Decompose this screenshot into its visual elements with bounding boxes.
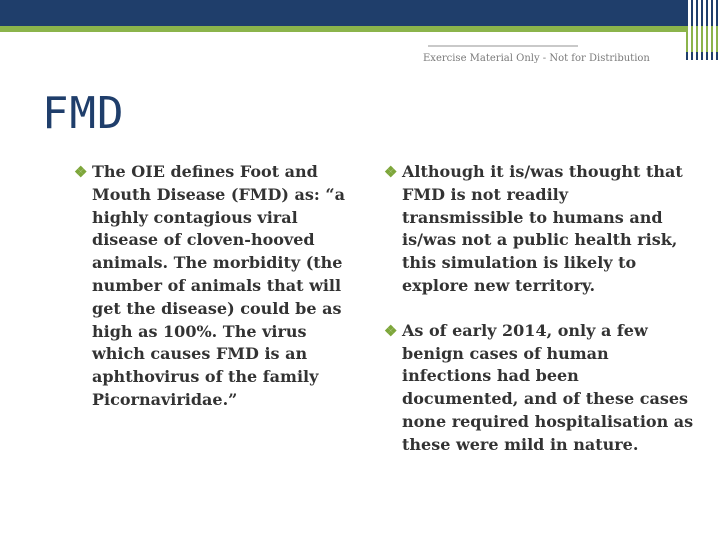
- slide-title: FMD: [42, 88, 125, 139]
- diamond-bullet-icon: ❖: [384, 163, 398, 181]
- banner-stripes-accent: [686, 26, 720, 52]
- distribution-notice: Exercise Material Only - Not for Distribution: [423, 53, 650, 64]
- right-column: [384, 161, 694, 457]
- bullet-item: [74, 161, 364, 412]
- bullet-item: [384, 161, 694, 298]
- bullet-text: The OIE defines Foot and Mouth Disease (FMD) as: “a highly contagious viral disease of cloven-hooved animals. The morbidity (the number of animals that will get the disease) could be as high as 100%. The virus which causes FMD is an aphthovirus of the family Picornaviridae.”: [92, 162, 345, 409]
- bullet-text: As of early 2014, only a few benign cases of human infections had been documented, and of these cases none required hospitalisation as these were mild in nature.: [402, 320, 694, 454]
- bullet-item: [384, 320, 694, 457]
- left-column: [74, 161, 364, 412]
- bullet-text: Although it is/was thought that FMD is not readily transmissible to humans and is/was not a public health risk, this simulation is likely to explore new territory.: [402, 162, 683, 295]
- top-banner-accent: [0, 26, 690, 32]
- diamond-bullet-icon: ❖: [384, 321, 398, 340]
- top-banner: [0, 0, 718, 26]
- diamond-bullet-icon: ❖: [74, 163, 88, 181]
- header-rule: [428, 45, 578, 47]
